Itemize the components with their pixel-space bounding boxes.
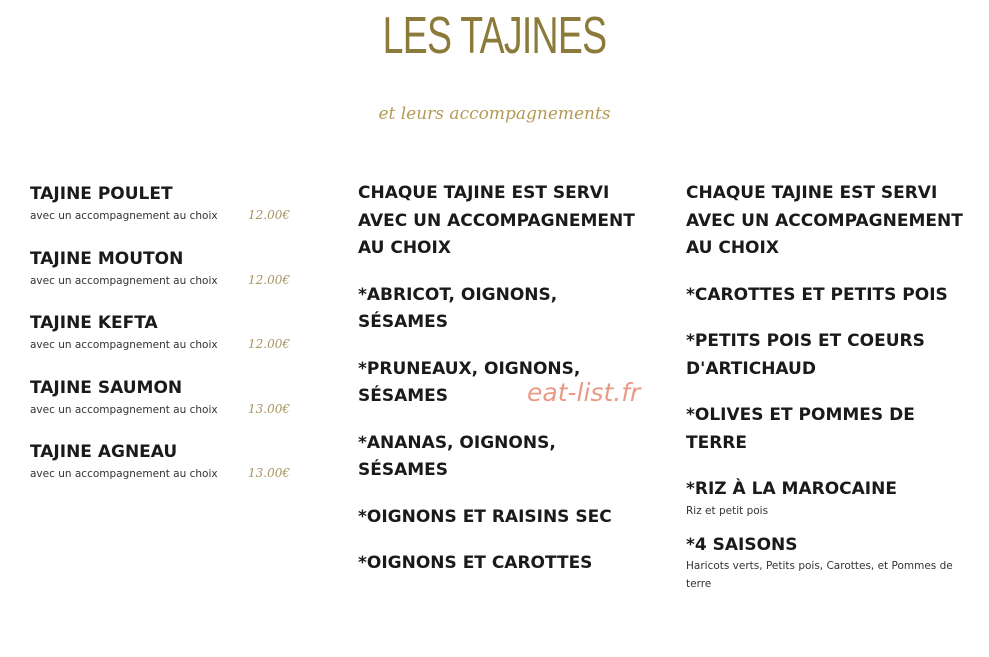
accompaniment-item — [686, 402, 976, 457]
accompaniment-label: *OLIVES ET POMMES DE TERRE — [686, 405, 915, 453]
accompaniment-item: *OIGNONS ET RAISINS SEC — [358, 506, 612, 527]
dish-name: TAJINE POULET — [30, 184, 173, 204]
dish-name: TAJINE MOUTON — [30, 248, 184, 269]
dish-description: avec un accompagnement au choix — [30, 274, 218, 287]
accompaniment-item — [686, 532, 976, 594]
dish-description: avec un accompagnement au choix — [30, 403, 218, 416]
accompaniment-item: *ANANAS, OIGNONS, SÉSAMES — [358, 432, 556, 480]
dish-name: TAJINE AGNEAU — [30, 442, 178, 462]
accompaniment-label: *PETITS POIS ET COEURS D'ARTICHAUD — [686, 331, 925, 379]
accompaniment-note: Haricots verts, Petits pois, Carottes, et Pommes de terre — [686, 560, 953, 590]
accompaniment-label: *4 SAISONS — [686, 534, 798, 555]
dish-item — [30, 374, 305, 439]
dishes-column — [30, 180, 305, 503]
page-title: LES TAJINES — [382, 7, 607, 65]
column-heading: CHAQUE TAJINE EST SERVI AVEC UN ACCOMPAGNEMENT AU CHOIX — [358, 183, 635, 258]
accompaniment-item — [686, 328, 976, 383]
accompaniment-item: *ABRICOT, OIGNONS, SÉSAMES — [358, 284, 558, 332]
accompaniments-column-2 — [686, 180, 976, 612]
accompaniment-note: Riz et petit pois — [686, 504, 769, 517]
accompaniment-item — [686, 282, 976, 310]
dish-item — [30, 309, 305, 374]
accompaniment-label: *RIZ À LA MAROCAINE — [686, 479, 897, 499]
dish-name: TAJINE SAUMON — [30, 377, 183, 398]
column-heading: CHAQUE TAJINE EST SERVI AVEC UN ACCOMPAGNEMENT AU CHOIX — [686, 183, 963, 258]
accompaniment-label: *CAROTTES ET PETITS POIS — [686, 284, 948, 305]
accompaniment-item: *PRUNEAUX, OIGNONS, SÉSAMES — [358, 358, 581, 406]
dish-description: avec un accompagnement au choix — [30, 210, 218, 222]
dish-price: 12.00€ — [248, 272, 290, 287]
dish-item — [30, 438, 305, 503]
dish-price: 12.00€ — [248, 208, 290, 222]
dish-price: 13.00€ — [248, 466, 290, 480]
dish-price: 12.00€ — [248, 337, 290, 351]
dish-price: 13.00€ — [248, 401, 290, 416]
dish-description: avec un accompagnement au choix — [30, 339, 218, 351]
accompaniment-item — [686, 476, 976, 520]
dish-description: avec un accompagnement au choix — [30, 468, 218, 480]
accompaniment-item: *OIGNONS ET CAROTTES — [358, 553, 593, 573]
dish-item — [30, 180, 305, 245]
page-subtitle: et leurs accompagnements — [378, 104, 611, 124]
dish-item — [30, 245, 305, 310]
watermark-text: eat-list.fr — [527, 378, 641, 407]
dish-name: TAJINE KEFTA — [30, 313, 158, 333]
